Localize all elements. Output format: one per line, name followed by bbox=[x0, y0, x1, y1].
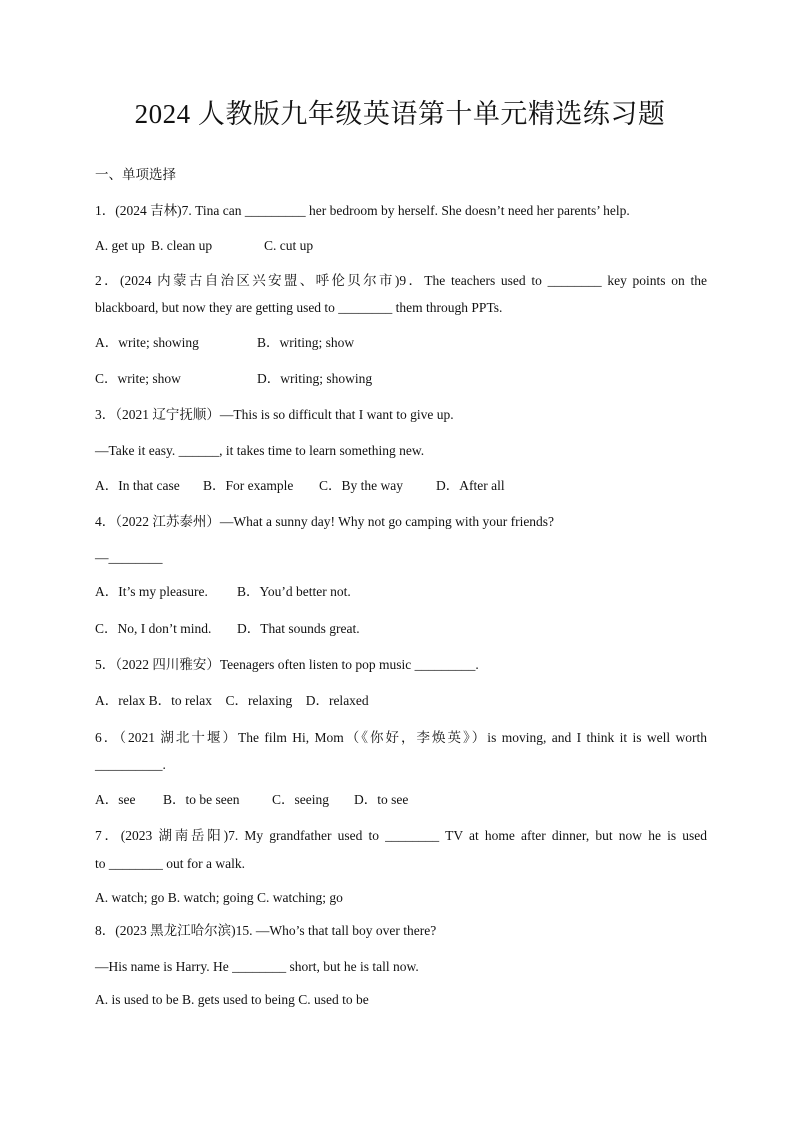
question-2-options-row-1 bbox=[95, 334, 707, 352]
question-2-options-row-2 bbox=[95, 370, 707, 388]
question-7-stem-continued: to ________ out for a walk. bbox=[95, 856, 245, 871]
question-1-stem: 1．(2024 吉林)7. Tina can _________ her bedroom by herself. She doesn’t need her parents’ help. bbox=[95, 203, 630, 218]
question-3-stem-continued: —Take it easy. ______, it takes time to learn something new. bbox=[95, 443, 425, 458]
question-3-stem: 3．（2021 辽宁抚顺）—This is so difficult that I want to give up. bbox=[95, 407, 454, 422]
question-3-options bbox=[95, 477, 707, 495]
option: A．see bbox=[95, 792, 136, 807]
option: D．writing; showing bbox=[257, 371, 373, 386]
option: C．seeing bbox=[272, 792, 329, 807]
question-7-stem: 7．(2023 湖南岳阳)7. My grandfather used to ________ TV at home after dinner, but now he is used bbox=[95, 828, 707, 843]
option: A．It’s my pleasure. bbox=[95, 584, 208, 599]
question-2-stem: 2．(2024 内蒙古自治区兴安盟、呼伦贝尔市)9．The teachers used to ________ key points on the bbox=[95, 273, 707, 288]
option: B．writing; show bbox=[257, 335, 355, 350]
question-6-options bbox=[95, 791, 707, 809]
option: B. clean up bbox=[151, 238, 213, 253]
document-title: 2024 人教版九年级英语第十单元精选练习题 bbox=[134, 99, 666, 129]
option: B．to be seen bbox=[163, 792, 240, 807]
option: A. get up bbox=[95, 238, 145, 253]
question-8-stem: 8．(2023 黑龙江哈尔滨)15. —Who’s that tall boy over there? bbox=[95, 923, 437, 938]
question-4-options-row-2 bbox=[95, 620, 707, 638]
question-6-stem: 6．（2021 湖北十堰）The film Hi, Mom（《你好，李焕英》）is moving, and I think it is well worth bbox=[95, 730, 707, 745]
option: A．write; showing bbox=[95, 335, 199, 350]
question-7-options: A. watch; go B. watch; going C. watching; go bbox=[95, 890, 343, 905]
option: B．For example bbox=[203, 478, 294, 493]
option: C. cut up bbox=[264, 238, 314, 253]
question-6-stem-continued: __________. bbox=[95, 757, 166, 772]
option: D．After all bbox=[436, 478, 505, 493]
question-8-stem-continued: —His name is Harry. He ________ short, but he is tall now. bbox=[95, 959, 419, 974]
option: A．In that case bbox=[95, 478, 180, 493]
option: D．to see bbox=[354, 792, 409, 807]
option: C．By the way bbox=[319, 478, 403, 493]
option: B．You’d better not. bbox=[237, 584, 351, 599]
option: C．write; show bbox=[95, 371, 181, 386]
question-4-stem: 4．（2022 江苏泰州）—What a sunny day! Why not go camping with your friends? bbox=[95, 514, 555, 529]
question-4-options-row-1 bbox=[95, 583, 707, 601]
question-1-options bbox=[95, 237, 707, 255]
option: C．No, I don’t mind. bbox=[95, 621, 212, 636]
question-8-options: A. is used to be B. gets used to being C. used to be bbox=[95, 992, 369, 1007]
section-heading: 一、单项选择 bbox=[95, 167, 176, 182]
question-5-stem: 5．（2022 四川雅安）Teenagers often listen to pop music _________. bbox=[95, 657, 479, 672]
question-4-answer-blank: —________ bbox=[95, 550, 163, 565]
question-2-stem-continued: blackboard, but now they are getting used to ________ them through PPTs. bbox=[95, 300, 503, 315]
option: D．That sounds great. bbox=[237, 621, 360, 636]
question-5-options: A．relax B．to relax C．relaxing D．relaxed bbox=[95, 693, 369, 708]
